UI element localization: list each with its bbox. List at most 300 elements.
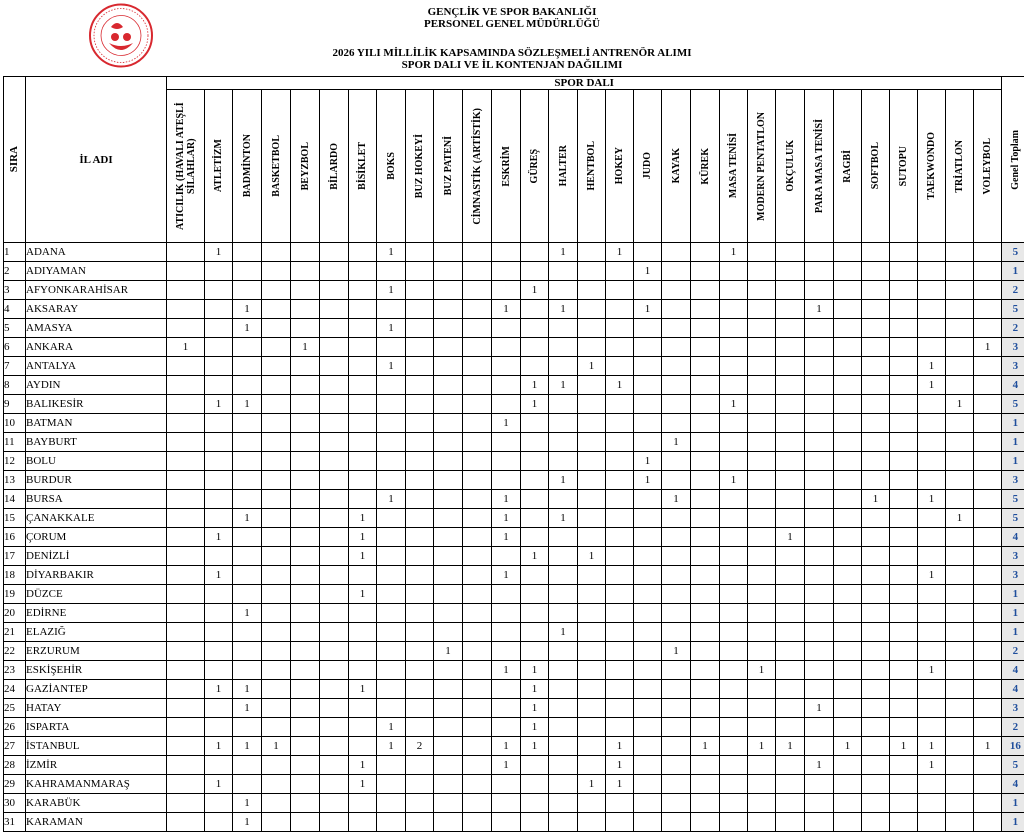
quota-cell — [349, 262, 377, 281]
quota-cell — [233, 433, 262, 452]
row-number: 31 — [4, 813, 26, 832]
quota-cell — [748, 623, 776, 642]
table-row — [4, 794, 1024, 813]
quota-cell: 1 — [578, 775, 606, 794]
quota-cell — [377, 395, 406, 414]
row-number: 14 — [4, 490, 26, 509]
quota-cell — [974, 357, 1002, 376]
quota-cell — [463, 357, 492, 376]
sport-header: ATLETİZM — [205, 90, 233, 243]
quota-cell — [167, 433, 205, 452]
quota-cell — [862, 528, 890, 547]
quota-cell — [349, 319, 377, 338]
quota-cell — [946, 566, 974, 585]
table-row — [4, 433, 1024, 452]
quota-cell — [377, 376, 406, 395]
quota-cell — [262, 604, 291, 623]
quota-cell — [662, 243, 691, 262]
row-number: 12 — [4, 452, 26, 471]
quota-cell — [890, 794, 918, 813]
quota-cell — [748, 262, 776, 281]
quota-cell — [578, 661, 606, 680]
quota-cell — [748, 585, 776, 604]
quota-cell — [776, 585, 805, 604]
table-row — [4, 718, 1024, 737]
quota-cell — [205, 509, 233, 528]
quota-cell — [748, 528, 776, 547]
quota-cell — [606, 357, 634, 376]
quota-cell — [578, 813, 606, 832]
quota-cell — [720, 414, 748, 433]
quota-cell — [691, 604, 720, 623]
quota-cell — [349, 471, 377, 490]
quota-cell — [862, 680, 890, 699]
quota-cell — [167, 414, 205, 433]
province-name: KARABÜK — [26, 794, 167, 813]
quota-cell: 1 — [205, 737, 233, 756]
quota-cell — [691, 642, 720, 661]
quota-cell — [406, 585, 434, 604]
quota-cell — [262, 338, 291, 357]
quota-cell — [291, 585, 320, 604]
quota-cell — [834, 357, 862, 376]
document-subtitle: SPOR DALI VE İL KONTENJAN DAĞILIMI — [0, 59, 1024, 71]
quota-cell — [167, 775, 205, 794]
quota-cell — [805, 623, 834, 642]
quota-cell — [167, 566, 205, 585]
quota-cell — [748, 414, 776, 433]
quota-cell — [320, 262, 349, 281]
table-row — [4, 604, 1024, 623]
quota-cell — [946, 262, 974, 281]
quota-cell — [167, 528, 205, 547]
quota-cell: 1 — [205, 566, 233, 585]
sport-header: MASA TENİSİ — [720, 90, 748, 243]
department-name: PERSONEL GENEL MÜDÜRLÜĞÜ — [0, 18, 1024, 30]
quota-cell: 1 — [918, 357, 946, 376]
quota-cell — [918, 433, 946, 452]
quota-cell — [205, 699, 233, 718]
quota-cell — [167, 262, 205, 281]
quota-cell — [434, 775, 463, 794]
quota-cell — [662, 300, 691, 319]
quota-cell — [434, 414, 463, 433]
row-number: 6 — [4, 338, 26, 357]
quota-cell — [918, 281, 946, 300]
quota-cell: 1 — [521, 547, 549, 566]
quota-cell — [521, 775, 549, 794]
quota-cell — [434, 756, 463, 775]
quota-cell — [918, 547, 946, 566]
quota-cell — [606, 490, 634, 509]
sport-header: BUZ PATENİ — [434, 90, 463, 243]
quota-cell — [862, 566, 890, 585]
quota-cell: 1 — [233, 699, 262, 718]
quota-cell — [890, 623, 918, 642]
quota-cell — [634, 319, 662, 338]
quota-cell — [890, 813, 918, 832]
quota-cell — [377, 509, 406, 528]
quota-cell — [406, 471, 434, 490]
quota-cell — [918, 509, 946, 528]
quota-cell — [748, 357, 776, 376]
quota-cell — [578, 718, 606, 737]
quota-cell — [406, 566, 434, 585]
quota-cell — [205, 585, 233, 604]
quota-cell — [720, 433, 748, 452]
row-total: 4 — [1002, 775, 1024, 794]
quota-cell — [606, 452, 634, 471]
quota-cell — [691, 281, 720, 300]
quota-cell — [890, 414, 918, 433]
quota-cell — [890, 300, 918, 319]
quota-cell — [463, 718, 492, 737]
quota-cell — [463, 566, 492, 585]
quota-cell — [918, 585, 946, 604]
province-name: BURDUR — [26, 471, 167, 490]
quota-cell — [634, 642, 662, 661]
quota-cell — [890, 281, 918, 300]
quota-cell — [918, 319, 946, 338]
quota-cell — [167, 452, 205, 471]
quota-cell: 1 — [492, 490, 521, 509]
quota-cell — [205, 262, 233, 281]
quota-cell — [862, 737, 890, 756]
quota-cell — [463, 813, 492, 832]
sport-header: OKÇULUK — [776, 90, 805, 243]
quota-cell — [262, 642, 291, 661]
row-total: 5 — [1002, 756, 1024, 775]
quota-cell — [634, 357, 662, 376]
quota-cell — [549, 775, 578, 794]
quota-cell — [691, 566, 720, 585]
quota-cell — [205, 376, 233, 395]
quota-cell — [205, 718, 233, 737]
quota-cell — [291, 452, 320, 471]
quota-cell — [233, 623, 262, 642]
quota-cell — [492, 813, 521, 832]
quota-cell — [492, 794, 521, 813]
quota-cell — [662, 794, 691, 813]
quota-cell — [434, 300, 463, 319]
province-name: HATAY — [26, 699, 167, 718]
quota-cell — [549, 338, 578, 357]
quota-cell — [463, 680, 492, 699]
quota-cell — [521, 566, 549, 585]
quota-cell — [377, 642, 406, 661]
quota-cell — [167, 509, 205, 528]
quota-cell — [205, 452, 233, 471]
quota-cell — [492, 680, 521, 699]
quota-cell — [776, 699, 805, 718]
row-total: 5 — [1002, 300, 1024, 319]
quota-cell — [463, 300, 492, 319]
quota-cell — [805, 775, 834, 794]
quota-cell — [606, 471, 634, 490]
quota-cell — [549, 414, 578, 433]
quota-cell — [890, 775, 918, 794]
quota-cell — [291, 376, 320, 395]
quota-cell: 1 — [492, 566, 521, 585]
quota-cell — [262, 585, 291, 604]
quota-cell — [946, 338, 974, 357]
quota-cell — [834, 642, 862, 661]
quota-cell: 1 — [233, 813, 262, 832]
quota-cell — [406, 433, 434, 452]
quota-cell — [662, 509, 691, 528]
quota-cell — [320, 756, 349, 775]
quota-cell — [606, 718, 634, 737]
quota-cell — [720, 566, 748, 585]
province-name: GAZİANTEP — [26, 680, 167, 699]
quota-cell: 1 — [805, 699, 834, 718]
row-total: 5 — [1002, 490, 1024, 509]
quota-cell — [291, 281, 320, 300]
quota-cell — [606, 547, 634, 566]
quota-cell — [291, 623, 320, 642]
sport-header: VOLEYBOL — [974, 90, 1002, 243]
quota-cell — [974, 661, 1002, 680]
quota-cell — [578, 509, 606, 528]
quota-cell: 1 — [549, 376, 578, 395]
quota-cell: 1 — [974, 338, 1002, 357]
quota-cell — [463, 775, 492, 794]
quota-cell — [205, 547, 233, 566]
quota-cell — [776, 414, 805, 433]
quota-cell — [691, 319, 720, 338]
sport-header: JUDO — [634, 90, 662, 243]
quota-cell: 1 — [349, 528, 377, 547]
quota-cell — [578, 490, 606, 509]
province-name: DİYARBAKIR — [26, 566, 167, 585]
quota-cell: 1 — [634, 452, 662, 471]
quota-cell — [946, 357, 974, 376]
quota-cell — [463, 376, 492, 395]
quota-cell — [974, 433, 1002, 452]
quota-cell — [320, 395, 349, 414]
quota-cell — [720, 262, 748, 281]
province-name: EDİRNE — [26, 604, 167, 623]
quota-cell — [377, 775, 406, 794]
quota-cell — [320, 509, 349, 528]
quota-cell — [377, 604, 406, 623]
quota-cell — [974, 623, 1002, 642]
quota-cell — [492, 775, 521, 794]
quota-cell — [805, 642, 834, 661]
quota-cell: 1 — [167, 338, 205, 357]
quota-cell — [862, 661, 890, 680]
quota-cell — [776, 566, 805, 585]
quota-cell: 1 — [521, 680, 549, 699]
quota-cell — [691, 243, 720, 262]
quota-cell — [349, 604, 377, 623]
quota-cell — [720, 357, 748, 376]
quota-cell — [521, 813, 549, 832]
row-total: 3 — [1002, 471, 1024, 490]
quota-cell — [492, 642, 521, 661]
quota-cell: 1 — [662, 433, 691, 452]
quota-cell — [918, 471, 946, 490]
quota-cell — [291, 414, 320, 433]
quota-cell — [492, 604, 521, 623]
quota-cell — [291, 642, 320, 661]
quota-cell — [233, 547, 262, 566]
quota-cell — [834, 243, 862, 262]
row-total: 5 — [1002, 243, 1024, 262]
quota-cell — [262, 357, 291, 376]
quota-cell: 1 — [549, 471, 578, 490]
quota-cell — [776, 395, 805, 414]
table-row — [4, 509, 1024, 528]
quota-cell — [233, 566, 262, 585]
quota-cell — [691, 794, 720, 813]
quota-cell — [974, 490, 1002, 509]
quota-cell — [606, 604, 634, 623]
quota-cell — [167, 604, 205, 623]
quota-cell — [320, 699, 349, 718]
quota-cell — [205, 794, 233, 813]
table-row — [4, 376, 1024, 395]
quota-cell: 1 — [521, 699, 549, 718]
quota-cell — [521, 604, 549, 623]
row-total: 2 — [1002, 281, 1024, 300]
quota-cell — [662, 737, 691, 756]
province-name: ANKARA — [26, 338, 167, 357]
table-row — [4, 243, 1024, 262]
quota-cell — [434, 661, 463, 680]
quota-cell — [720, 775, 748, 794]
quota-cell — [406, 642, 434, 661]
quota-cell — [662, 813, 691, 832]
quota-cell — [748, 319, 776, 338]
quota-cell — [776, 490, 805, 509]
quota-cell: 1 — [606, 376, 634, 395]
quota-cell — [167, 281, 205, 300]
quota-cell — [862, 547, 890, 566]
quota-cell — [720, 338, 748, 357]
quota-cell — [748, 490, 776, 509]
quota-cell — [834, 281, 862, 300]
quota-cell — [748, 566, 776, 585]
quota-cell — [406, 547, 434, 566]
quota-cell — [720, 281, 748, 300]
quota-cell — [463, 490, 492, 509]
quota-cell — [205, 357, 233, 376]
quota-cell — [406, 338, 434, 357]
quota-cell — [834, 775, 862, 794]
quota-cell — [776, 813, 805, 832]
row-total: 2 — [1002, 718, 1024, 737]
table-row — [4, 680, 1024, 699]
quota-cell — [291, 756, 320, 775]
quota-cell: 1 — [205, 243, 233, 262]
quota-cell — [918, 604, 946, 623]
quota-cell — [776, 452, 805, 471]
quota-cell — [463, 395, 492, 414]
quota-cell — [862, 509, 890, 528]
quota-cell — [890, 642, 918, 661]
quota-cell — [349, 243, 377, 262]
quota-cell — [167, 585, 205, 604]
table-row — [4, 281, 1024, 300]
quota-cell: 1 — [349, 775, 377, 794]
quota-cell — [167, 680, 205, 699]
quota-cell: 1 — [205, 528, 233, 547]
quota-cell: 1 — [377, 718, 406, 737]
quota-cell — [406, 376, 434, 395]
sport-header: BEYZBOL — [291, 90, 320, 243]
row-number: 20 — [4, 604, 26, 623]
quota-cell — [262, 813, 291, 832]
quota-cell — [946, 528, 974, 547]
quota-cell — [434, 243, 463, 262]
quota-cell — [434, 623, 463, 642]
quota-cell — [549, 699, 578, 718]
quota-cell — [521, 262, 549, 281]
table-row — [4, 338, 1024, 357]
province-name: BOLU — [26, 452, 167, 471]
quota-cell — [974, 300, 1002, 319]
quota-cell: 1 — [946, 509, 974, 528]
quota-cell — [606, 281, 634, 300]
quota-cell — [262, 490, 291, 509]
quota-cell — [748, 433, 776, 452]
quota-cell — [578, 585, 606, 604]
quota-cell — [805, 604, 834, 623]
quota-cell: 1 — [918, 376, 946, 395]
sport-header: HOKEY — [606, 90, 634, 243]
quota-cell — [291, 357, 320, 376]
quota-cell — [862, 319, 890, 338]
quota-cell — [521, 357, 549, 376]
quota-cell — [377, 471, 406, 490]
quota-cell — [377, 585, 406, 604]
quota-cell: 1 — [492, 414, 521, 433]
quota-cell — [349, 566, 377, 585]
quota-cell — [805, 490, 834, 509]
quota-cell — [890, 566, 918, 585]
quota-cell: 1 — [974, 737, 1002, 756]
quota-cell — [377, 566, 406, 585]
row-number: 3 — [4, 281, 26, 300]
sport-group-header: SPOR DALI — [167, 77, 1002, 90]
table-row — [4, 737, 1024, 756]
quota-cell: 1 — [233, 794, 262, 813]
quota-cell — [262, 794, 291, 813]
quota-cell — [320, 281, 349, 300]
quota-cell — [834, 528, 862, 547]
quota-cell — [606, 528, 634, 547]
quota-cell — [634, 338, 662, 357]
quota-cell — [349, 300, 377, 319]
quota-cell — [748, 376, 776, 395]
quota-cell: 1 — [634, 471, 662, 490]
quota-cell — [463, 756, 492, 775]
quota-cell — [862, 794, 890, 813]
row-number: 9 — [4, 395, 26, 414]
quota-cell: 1 — [521, 737, 549, 756]
quota-cell — [377, 338, 406, 357]
quota-cell — [434, 281, 463, 300]
quota-cell — [291, 661, 320, 680]
quota-cell — [946, 376, 974, 395]
quota-cell — [946, 718, 974, 737]
quota-cell — [862, 604, 890, 623]
sport-header: BİLARDO — [320, 90, 349, 243]
quota-cell: 1 — [521, 281, 549, 300]
quota-cell: 1 — [377, 281, 406, 300]
quota-cell — [720, 528, 748, 547]
